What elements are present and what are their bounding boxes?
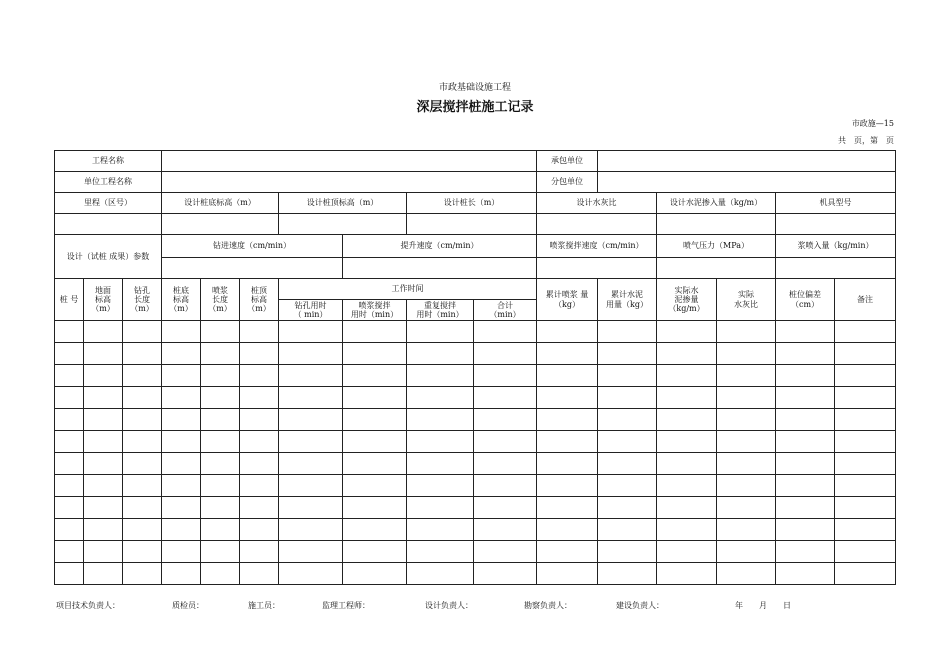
table-cell[interactable] [343, 387, 407, 409]
table-cell[interactable] [835, 343, 896, 365]
table-cell[interactable] [123, 541, 162, 563]
table-cell[interactable] [657, 343, 717, 365]
table-cell[interactable] [537, 475, 598, 497]
col-spray-length: 喷浆 长度 （m） [201, 279, 240, 321]
table-cell[interactable] [474, 431, 537, 453]
table-cell[interactable] [537, 497, 598, 519]
table-cell[interactable] [123, 563, 162, 585]
table-cell[interactable] [55, 343, 84, 365]
table-cell[interactable] [407, 387, 474, 409]
table-cell[interactable] [835, 519, 896, 541]
table-cell[interactable] [407, 321, 474, 343]
table-cell[interactable] [343, 365, 407, 387]
table-cell[interactable] [55, 453, 84, 475]
table-cell[interactable] [598, 409, 657, 431]
project-name-label: 工程名称 [55, 151, 162, 172]
table-cell[interactable] [835, 541, 896, 563]
table-cell[interactable] [84, 387, 123, 409]
table-cell[interactable] [474, 519, 537, 541]
table-cell[interactable] [835, 321, 896, 343]
table-cell[interactable] [343, 453, 407, 475]
table-cell[interactable] [201, 321, 240, 343]
survey-lead-label: 勘察负责人： [524, 601, 572, 610]
table-cell[interactable] [537, 563, 598, 585]
table-cell[interactable] [407, 343, 474, 365]
table-cell[interactable] [240, 387, 279, 409]
table-cell[interactable] [201, 431, 240, 453]
subcontractor-label: 分包单位 [537, 172, 598, 193]
table-cell[interactable] [55, 365, 84, 387]
col-cum-spray: 累计喷浆 量 （kg） [537, 279, 598, 321]
table-cell[interactable] [717, 519, 776, 541]
table-cell[interactable] [407, 431, 474, 453]
table-cell[interactable] [537, 343, 598, 365]
table-cell[interactable] [201, 453, 240, 475]
construction-record-table [54, 150, 896, 585]
table-cell[interactable] [279, 387, 343, 409]
table-cell[interactable] [835, 563, 896, 585]
table-cell[interactable] [537, 409, 598, 431]
table-cell[interactable] [474, 321, 537, 343]
table-cell[interactable] [240, 365, 279, 387]
table-cell[interactable] [717, 541, 776, 563]
table-cell[interactable] [835, 475, 896, 497]
table-cell[interactable] [407, 541, 474, 563]
table-cell[interactable] [123, 409, 162, 431]
col-pile-top: 桩顶 标高 （m） [240, 279, 279, 321]
machine-model-value[interactable] [776, 214, 896, 235]
col-drill-time: 钻孔用时 （ min） [279, 300, 343, 321]
table-cell[interactable] [835, 409, 896, 431]
table-cell[interactable] [657, 541, 717, 563]
table-row [55, 409, 896, 431]
table-cell[interactable] [474, 497, 537, 519]
table-row [55, 431, 896, 453]
design-wc-ratio-label: 设计水灰比 [537, 193, 657, 214]
table-cell[interactable] [343, 541, 407, 563]
table-cell[interactable] [240, 563, 279, 585]
table-row [55, 321, 896, 343]
page-info: 共 页，第 页 [838, 136, 894, 145]
table-cell[interactable] [474, 365, 537, 387]
table-cell[interactable] [537, 321, 598, 343]
table-cell[interactable] [279, 519, 343, 541]
table-cell[interactable] [162, 541, 201, 563]
lift-speed-value[interactable] [343, 258, 537, 279]
table-cell[interactable] [835, 497, 896, 519]
table-cell[interactable] [201, 563, 240, 585]
mileage-value[interactable] [55, 214, 162, 235]
table-cell[interactable] [657, 497, 717, 519]
table-cell[interactable] [776, 321, 835, 343]
table-cell[interactable] [279, 431, 343, 453]
col-total: 合计 （min） [474, 300, 537, 321]
table-cell[interactable] [240, 519, 279, 541]
spray-volume-label: 浆喷入量（kg/min） [776, 235, 896, 258]
table-row [55, 541, 896, 563]
table-cell[interactable] [162, 519, 201, 541]
table-cell[interactable] [537, 431, 598, 453]
table-cell[interactable] [598, 563, 657, 585]
table-row [55, 563, 896, 585]
table-cell[interactable] [279, 321, 343, 343]
constructor-label: 施工员： [248, 601, 280, 610]
table-cell[interactable] [474, 475, 537, 497]
table-cell[interactable] [343, 475, 407, 497]
table-cell[interactable] [776, 343, 835, 365]
table-cell[interactable] [598, 497, 657, 519]
supervisor-label: 监理工程师： [322, 601, 370, 610]
table-row [55, 343, 896, 365]
table-cell[interactable] [717, 563, 776, 585]
form-title: 深层搅拌桩施工记录 [416, 100, 534, 115]
table-cell[interactable] [84, 365, 123, 387]
table-cell[interactable] [55, 475, 84, 497]
table-cell[interactable] [717, 321, 776, 343]
table-cell[interactable] [598, 321, 657, 343]
air-pressure-label: 喷气压力（MPa） [657, 235, 776, 258]
col-remix-time: 重复搅拌 用时（min） [407, 300, 474, 321]
table-cell[interactable] [240, 343, 279, 365]
table-cell[interactable] [162, 409, 201, 431]
table-cell[interactable] [279, 343, 343, 365]
table-cell[interactable] [55, 387, 84, 409]
table-cell[interactable] [776, 387, 835, 409]
table-cell[interactable] [84, 541, 123, 563]
table-cell[interactable] [407, 497, 474, 519]
table-cell[interactable] [657, 387, 717, 409]
table-cell[interactable] [657, 453, 717, 475]
table-cell[interactable] [717, 365, 776, 387]
table-cell[interactable] [717, 409, 776, 431]
table-cell[interactable] [240, 321, 279, 343]
table-cell[interactable] [717, 343, 776, 365]
table-cell[interactable] [657, 409, 717, 431]
table-cell[interactable] [598, 541, 657, 563]
table-cell[interactable] [835, 365, 896, 387]
table-cell[interactable] [123, 387, 162, 409]
table-cell[interactable] [84, 475, 123, 497]
table-cell[interactable] [537, 387, 598, 409]
table-cell[interactable] [123, 453, 162, 475]
table-cell[interactable] [84, 343, 123, 365]
design-length-label: 设计桩长（m） [407, 193, 537, 214]
table-cell[interactable] [598, 365, 657, 387]
table-cell[interactable] [201, 343, 240, 365]
table-cell[interactable] [717, 453, 776, 475]
table-cell[interactable] [123, 365, 162, 387]
table-cell[interactable] [162, 387, 201, 409]
mileage-label: 里程（区号） [55, 193, 162, 214]
table-cell[interactable] [343, 321, 407, 343]
col-pile-no: 桩 号 [55, 279, 84, 321]
table-cell[interactable] [537, 453, 598, 475]
table-cell[interactable] [201, 519, 240, 541]
table-row [55, 497, 896, 519]
table-cell[interactable] [162, 453, 201, 475]
table-cell[interactable] [343, 563, 407, 585]
table-cell[interactable] [598, 387, 657, 409]
col-pile-deviation: 桩位偏差 （cm） [776, 279, 835, 321]
col-actual-wc: 实际 水灰比 [717, 279, 776, 321]
table-cell[interactable] [162, 343, 201, 365]
table-cell[interactable] [717, 497, 776, 519]
table-cell[interactable] [279, 409, 343, 431]
table-cell[interactable] [123, 475, 162, 497]
table-cell[interactable] [55, 563, 84, 585]
table-cell[interactable] [279, 475, 343, 497]
table-cell[interactable] [279, 541, 343, 563]
table-cell[interactable] [84, 409, 123, 431]
table-cell[interactable] [598, 431, 657, 453]
table-cell[interactable] [657, 563, 717, 585]
table-cell[interactable] [123, 497, 162, 519]
table-cell[interactable] [201, 387, 240, 409]
design-cement-value[interactable] [657, 214, 776, 235]
table-cell[interactable] [776, 409, 835, 431]
table-cell[interactable] [162, 365, 201, 387]
table-cell[interactable] [717, 387, 776, 409]
table-cell[interactable] [279, 563, 343, 585]
col-cum-cement: 累计水泥 用量（kg） [598, 279, 657, 321]
col-actual-cement: 实际水 泥掺量 （kg/m） [657, 279, 717, 321]
table-cell[interactable] [343, 519, 407, 541]
drill-speed-label: 钻进速度（cm/min） [162, 235, 343, 258]
table-cell[interactable] [240, 409, 279, 431]
build-lead-label: 建设负责人： [616, 601, 664, 610]
table-cell[interactable] [240, 541, 279, 563]
table-cell[interactable] [657, 475, 717, 497]
col-work-time: 工作时间 [279, 279, 537, 300]
table-cell[interactable] [717, 431, 776, 453]
table-cell[interactable] [279, 365, 343, 387]
table-cell[interactable] [55, 497, 84, 519]
table-cell[interactable] [55, 409, 84, 431]
air-pressure-value[interactable] [657, 258, 776, 279]
table-cell[interactable] [55, 541, 84, 563]
col-drill-length: 钻孔 长度 （m） [123, 279, 162, 321]
table-cell[interactable] [835, 453, 896, 475]
table-cell[interactable] [835, 431, 896, 453]
table-cell[interactable] [201, 475, 240, 497]
table-cell[interactable] [776, 365, 835, 387]
design-bottom-value[interactable] [162, 214, 279, 235]
design-bottom-label: 设计桩底标高（m） [162, 193, 279, 214]
inspector-label: 质检员： [172, 601, 204, 610]
table-row [55, 365, 896, 387]
form-code: 市政施—15 [851, 119, 894, 128]
table-cell[interactable] [598, 343, 657, 365]
table-cell[interactable] [835, 387, 896, 409]
table-cell[interactable] [162, 321, 201, 343]
table-cell[interactable] [537, 365, 598, 387]
table-cell[interactable] [657, 431, 717, 453]
table-cell[interactable] [776, 519, 835, 541]
table-cell[interactable] [776, 541, 835, 563]
table-cell[interactable] [537, 541, 598, 563]
table-cell[interactable] [717, 475, 776, 497]
table-cell[interactable] [537, 519, 598, 541]
contractor-value[interactable] [598, 151, 896, 172]
table-cell[interactable] [407, 453, 474, 475]
table-cell[interactable] [123, 321, 162, 343]
table-cell[interactable] [84, 497, 123, 519]
unit-project-label: 单位工程名称 [55, 172, 162, 193]
spray-mix-speed-label: 喷浆搅拌速度（cm/min） [537, 235, 657, 258]
design-cement-label: 设计水泥掺入量（kg/m） [657, 193, 776, 214]
table-cell[interactable] [657, 519, 717, 541]
table-cell[interactable] [123, 431, 162, 453]
table-cell[interactable] [407, 519, 474, 541]
trial-params-label: 设计（试桩 成果）参数 [55, 235, 162, 279]
table-row [55, 453, 896, 475]
table-cell[interactable] [598, 453, 657, 475]
table-cell[interactable] [240, 431, 279, 453]
table-cell[interactable] [84, 453, 123, 475]
table-row [55, 519, 896, 541]
table-cell[interactable] [407, 409, 474, 431]
table-cell[interactable] [55, 519, 84, 541]
table-cell[interactable] [776, 453, 835, 475]
table-cell[interactable] [474, 453, 537, 475]
table-cell[interactable] [407, 475, 474, 497]
col-spray-mix-time: 喷浆搅拌 用时（min） [343, 300, 407, 321]
table-cell[interactable] [343, 343, 407, 365]
table-cell[interactable] [240, 453, 279, 475]
design-lead-label: 设计负责人： [425, 601, 473, 610]
table-cell[interactable] [201, 497, 240, 519]
table-cell[interactable] [657, 365, 717, 387]
table-cell[interactable] [343, 497, 407, 519]
table-cell[interactable] [279, 497, 343, 519]
table-cell[interactable] [84, 321, 123, 343]
table-cell[interactable] [474, 563, 537, 585]
table-cell[interactable] [776, 563, 835, 585]
machine-model-label: 机具型号 [776, 193, 896, 214]
table-cell[interactable] [201, 409, 240, 431]
table-cell[interactable] [474, 343, 537, 365]
col-remarks: 备注 [835, 279, 896, 321]
table-cell[interactable] [776, 497, 835, 519]
table-cell[interactable] [776, 431, 835, 453]
table-cell[interactable] [279, 453, 343, 475]
tech-lead-label: 项目技术负责人： [56, 601, 120, 610]
table-cell[interactable] [240, 497, 279, 519]
table-cell[interactable] [201, 541, 240, 563]
table-cell[interactable] [123, 519, 162, 541]
table-cell[interactable] [474, 387, 537, 409]
table-cell[interactable] [162, 563, 201, 585]
table-cell[interactable] [123, 343, 162, 365]
table-cell[interactable] [240, 475, 279, 497]
table-cell[interactable] [474, 409, 537, 431]
design-wc-ratio-value[interactable] [537, 214, 657, 235]
date-label: 年 月 日 [735, 601, 791, 610]
table-cell[interactable] [407, 365, 474, 387]
table-cell[interactable] [55, 321, 84, 343]
table-cell[interactable] [657, 321, 717, 343]
table-cell[interactable] [343, 409, 407, 431]
col-ground-elev: 地面 标高 （m） [84, 279, 123, 321]
lift-speed-label: 提升速度（cm/min） [343, 235, 537, 258]
table-cell[interactable] [84, 519, 123, 541]
col-pile-bottom: 桩底 标高 （m） [162, 279, 201, 321]
drill-speed-value[interactable] [162, 258, 343, 279]
table-cell[interactable] [201, 365, 240, 387]
table-cell[interactable] [598, 519, 657, 541]
table-cell[interactable] [407, 563, 474, 585]
table-row [55, 387, 896, 409]
table-cell[interactable] [162, 475, 201, 497]
table-cell[interactable] [343, 431, 407, 453]
table-cell[interactable] [162, 431, 201, 453]
spray-mix-speed-value[interactable] [537, 258, 657, 279]
table-row [55, 475, 896, 497]
design-top-value[interactable] [279, 214, 407, 235]
table-cell[interactable] [84, 563, 123, 585]
table-cell[interactable] [55, 431, 84, 453]
design-top-label: 设计桩顶标高（m） [279, 193, 407, 214]
unit-project-value[interactable] [162, 172, 537, 193]
form-subtitle: 市政基础设施工程 [438, 83, 511, 93]
table-cell[interactable] [598, 475, 657, 497]
project-name-value[interactable] [162, 151, 537, 172]
table-cell[interactable] [474, 541, 537, 563]
spray-volume-value[interactable] [776, 258, 896, 279]
design-length-value[interactable] [407, 214, 537, 235]
table-cell[interactable] [776, 475, 835, 497]
contractor-label: 承包单位 [537, 151, 598, 172]
table-cell[interactable] [84, 431, 123, 453]
table-cell[interactable] [162, 497, 201, 519]
subcontractor-value[interactable] [598, 172, 896, 193]
